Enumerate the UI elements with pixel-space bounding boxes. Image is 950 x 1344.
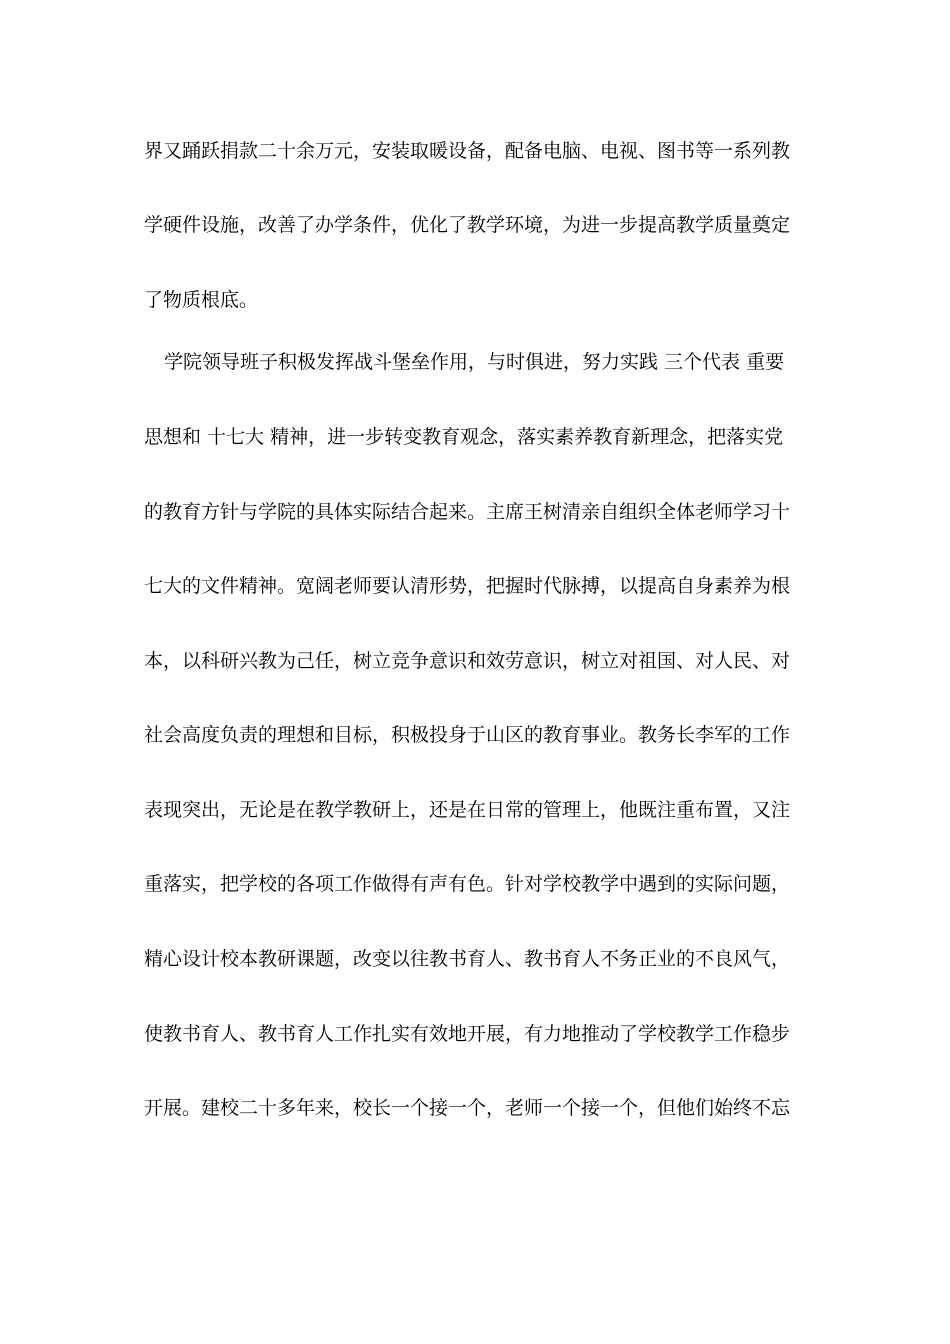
text-line: 使教书育人、教书育人工作扎实有效地开展，有力地推动了学校教学工作稳步 <box>144 1023 791 1045</box>
text-line: 的教育方针与学院的具体实际结合起来。主席王树清亲自组织全体老师学习十 <box>144 501 791 523</box>
paragraph-first-line: 学院领导班子积极发挥战斗堡垒作用，与时俱进，努力实践 三个代表 重要 <box>164 351 785 373</box>
text-line: 社会高度负责的理想和目标，积极投身于山区的教育事业。教务长李军的工作 <box>144 724 791 746</box>
text-line: 开展。建校二十多年来，校长一个接一个，老师一个接一个，但他们始终不忘 <box>144 1097 791 1119</box>
text-line: 七大的文件精神。宽阔老师要认清形势，把握时代脉搏，以提高自身素养为根 <box>144 575 791 597</box>
text-line: 本，以科研兴教为己任，树立竞争意识和效劳意识，树立对祖国、对人民、对 <box>144 650 791 672</box>
text-line: 界又踊跃捐款二十余万元，安装取暖设备，配备电脑、电视、图书等一系列教 <box>144 140 791 162</box>
text-line: 思想和 十七大 精神，进一步转变教育观念，落实素养教育新理念，把落实党 <box>144 426 784 448</box>
text-line: 表现突出，无论是在教学教研上，还是在日常的管理上，他既注重布置，又注 <box>144 799 791 821</box>
text-line: 了物质根底。 <box>144 289 259 311</box>
text-line: 精心设计校本教研课题，改变以往教书育人、教书育人不务正业的不良风气， <box>144 948 791 970</box>
text-line: 学硬件设施，改善了办学条件，优化了教学环境，为进一步提高教学质量奠定 <box>144 214 791 236</box>
text-line: 重落实，把学校的各项工作做得有声有色。针对学校教学中遇到的实际问题， <box>144 873 791 895</box>
